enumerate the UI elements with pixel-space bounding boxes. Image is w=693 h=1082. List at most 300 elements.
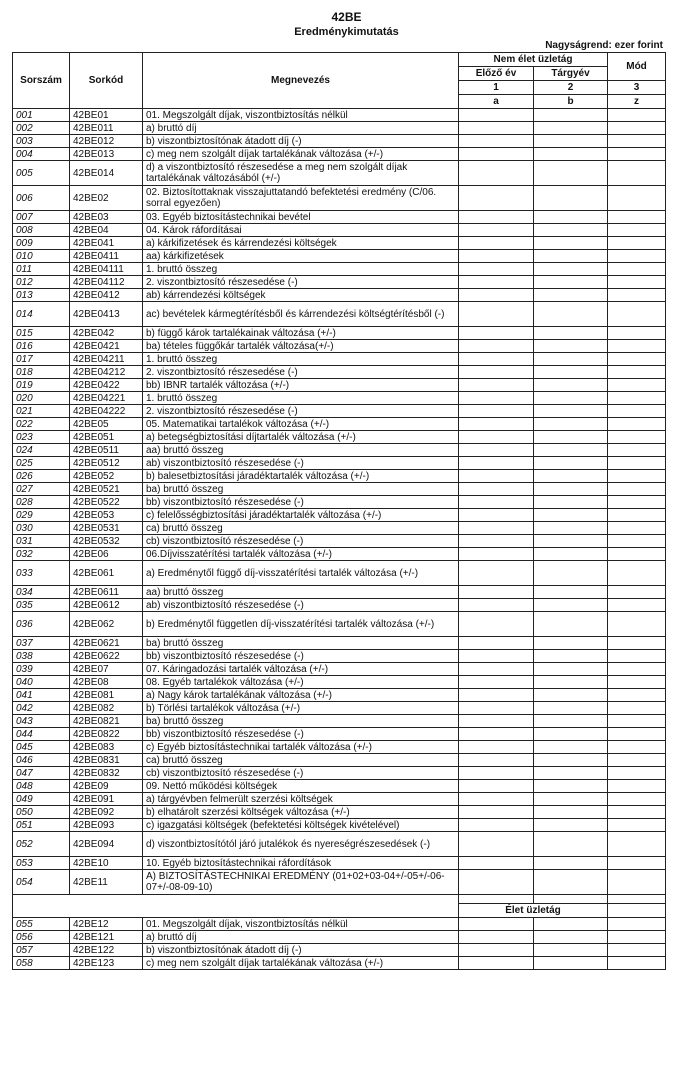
value-cell-mod [608,186,666,211]
row-sorkod: 42BE0612 [70,599,143,612]
value-cell-targyev [534,522,608,535]
value-cell-elozo-ev [459,109,534,122]
row-megnevezes: ba) bruttó összeg [143,715,459,728]
row-sorszam: 057 [13,944,70,957]
table-row [13,457,666,470]
col-header-sorkod: Sorkód [70,53,143,109]
row-megnevezes: 07. Káringadozási tartalék változása (+/-) [143,663,459,676]
row-sorkod: 42BE093 [70,819,143,832]
col-letter: a [459,95,534,109]
row-megnevezes: bb) viszontbiztosító részesedése (-) [143,728,459,741]
value-cell-targyev [534,599,608,612]
row-sorkod: 42BE062 [70,612,143,637]
row-sorkod: 42BE0822 [70,728,143,741]
row-megnevezes: b) függő károk tartalékainak változása (+/-) [143,327,459,340]
row-sorkod: 42BE0622 [70,650,143,663]
row-sorkod: 42BE0821 [70,715,143,728]
row-megnevezes: ab) viszontbiztosító részesedése (-) [143,599,459,612]
row-sorkod: 42BE11 [70,870,143,895]
table-row [13,444,666,457]
table-row [13,366,666,379]
value-cell-elozo-ev [459,276,534,289]
row-sorkod: 42BE123 [70,957,143,970]
row-megnevezes: 06.Díjvisszatérítési tartalék változása (+/-) [143,548,459,561]
table-row [13,392,666,405]
value-cell-mod [608,327,666,340]
value-cell-mod [608,148,666,161]
value-cell-targyev [534,793,608,806]
col-letter: z [608,95,666,109]
table-body-life [13,918,666,970]
value-cell-mod [608,263,666,276]
row-sorszam: 002 [13,122,70,135]
row-megnevezes: c) Egyéb biztosítástechnikai tartalék változása (+/-) [143,741,459,754]
row-megnevezes: bb) IBNR tartalék változása (+/-) [143,379,459,392]
row-sorkod: 42BE012 [70,135,143,148]
row-sorkod: 42BE12 [70,918,143,931]
row-megnevezes: ba) tételes függőkár tartalék változása(+/-) [143,340,459,353]
row-sorkod: 42BE013 [70,148,143,161]
row-sorkod: 42BE051 [70,431,143,444]
value-cell-targyev [534,418,608,431]
value-cell-mod [608,832,666,857]
value-cell-elozo-ev [459,522,534,535]
row-sorszam: 045 [13,741,70,754]
value-cell-targyev [534,161,608,186]
value-cell-mod [608,302,666,327]
row-sorkod: 42BE08 [70,676,143,689]
value-cell-elozo-ev [459,340,534,353]
row-megnevezes: ba) bruttó összeg [143,637,459,650]
table-row [13,715,666,728]
value-cell-targyev [534,470,608,483]
row-sorszam: 049 [13,793,70,806]
row-sorszam: 012 [13,276,70,289]
value-cell-mod [608,612,666,637]
row-megnevezes: a) betegségbiztosítási díjtartalék változása (+/-) [143,431,459,444]
row-megnevezes: a) Eredménytől függő díj-visszatérítési tartalék változása (+/-) [143,561,459,586]
value-cell-targyev [534,340,608,353]
row-megnevezes: 02. Biztosítottaknak visszajuttatandó befektetési eredmény (C/06. sorral egyezően) [143,186,459,211]
value-cell-mod [608,405,666,418]
table-row [13,944,666,957]
row-sorkod: 42BE04111 [70,263,143,276]
value-cell-elozo-ev [459,353,534,366]
table-row [13,522,666,535]
table-row [13,148,666,161]
value-cell-targyev [534,224,608,237]
form-title: Eredménykimutatás [294,26,399,38]
income-statement-table [12,52,666,970]
col-header-group: Nem élet üzletág [459,53,608,67]
table-row [13,957,666,970]
value-cell-elozo-ev [459,509,534,522]
value-cell-elozo-ev [459,819,534,832]
value-cell-targyev [534,457,608,470]
value-cell-targyev [534,109,608,122]
row-megnevezes: 04. Károk ráfordításai [143,224,459,237]
row-megnevezes: 10. Egyéb biztosítástechnikai ráfordítások [143,857,459,870]
value-cell-targyev [534,637,608,650]
row-sorkod: 42BE09 [70,780,143,793]
row-megnevezes: 2. viszontbiztosító részesedése (-) [143,405,459,418]
col-header-elozo-ev: Előző év [459,67,534,81]
table-row [13,405,666,418]
row-megnevezes: ba) bruttó összeg [143,483,459,496]
row-megnevezes: A) BIZTOSÍTÁSTECHNIKAI EREDMÉNY (01+02+03-04+/-05+/-06-07+/-08-09-10) [143,870,459,895]
value-cell-elozo-ev [459,302,534,327]
value-cell-targyev [534,832,608,857]
row-sorszam: 051 [13,819,70,832]
table-row [13,289,666,302]
row-sorkod: 42BE0532 [70,535,143,548]
row-sorszam: 027 [13,483,70,496]
row-megnevezes: b) viszontbiztosítónak átadott díj (-) [143,944,459,957]
col-header-megnevezes: Megnevezés [143,53,459,109]
row-sorszam: 014 [13,302,70,327]
value-cell-targyev [534,148,608,161]
value-cell-targyev [534,431,608,444]
col-header-sorszam: Sorszám [13,53,70,109]
value-cell-mod [608,806,666,819]
row-sorkod: 42BE094 [70,832,143,857]
row-sorszam: 032 [13,548,70,561]
row-megnevezes: b) Törlési tartalékok változása (+/-) [143,702,459,715]
value-cell-mod [608,522,666,535]
table-row [13,857,666,870]
table-row [13,702,666,715]
value-cell-mod [608,586,666,599]
table-row [13,793,666,806]
table-row [13,741,666,754]
value-cell-targyev [534,689,608,702]
row-sorkod: 42BE0511 [70,444,143,457]
value-cell-elozo-ev [459,135,534,148]
value-cell-mod [608,366,666,379]
table-row [13,379,666,392]
col-number: 3 [608,81,666,95]
value-cell-targyev [534,444,608,457]
value-cell-elozo-ev [459,754,534,767]
table-row [13,302,666,327]
value-cell-mod [608,340,666,353]
value-cell-mod [608,870,666,895]
value-cell-elozo-ev [459,767,534,780]
row-sorszam: 058 [13,957,70,970]
row-sorszam: 015 [13,327,70,340]
row-sorkod: 42BE04 [70,224,143,237]
row-megnevezes: aa) kárkifizetések [143,250,459,263]
row-megnevezes: a) bruttó díj [143,931,459,944]
value-cell-elozo-ev [459,702,534,715]
row-sorkod: 42BE04222 [70,405,143,418]
row-megnevezes: d) viszontbiztosítótól járó jutalékok és nyereségrészesedések (-) [143,832,459,857]
row-sorkod: 42BE121 [70,931,143,944]
value-cell-mod [608,548,666,561]
value-cell-targyev [534,780,608,793]
value-cell-targyev [534,250,608,263]
row-sorszam: 025 [13,457,70,470]
value-cell-mod [608,944,666,957]
value-cell-mod [608,741,666,754]
row-sorszam: 019 [13,379,70,392]
value-cell-mod [608,353,666,366]
row-sorkod: 42BE042 [70,327,143,340]
row-sorszam: 039 [13,663,70,676]
value-cell-elozo-ev [459,444,534,457]
row-megnevezes: 2. viszontbiztosító részesedése (-) [143,276,459,289]
value-cell-mod [608,392,666,405]
row-sorszam: 010 [13,250,70,263]
value-cell-targyev [534,186,608,211]
table-row [13,263,666,276]
row-sorkod: 42BE091 [70,793,143,806]
table-row [13,211,666,224]
table-row [13,780,666,793]
value-cell-mod [608,379,666,392]
table-body-nonlife [13,109,666,895]
table-row [13,161,666,186]
row-sorszam: 047 [13,767,70,780]
row-megnevezes: a) Nagy károk tartalékának változása (+/-) [143,689,459,702]
value-cell-elozo-ev [459,250,534,263]
value-cell-targyev [534,366,608,379]
value-cell-mod [608,418,666,431]
row-megnevezes: ac) bevételek kármegtérítésből és kárrendezési költségtérítésből (-) [143,302,459,327]
row-sorszam: 053 [13,857,70,870]
value-cell-mod [608,561,666,586]
value-cell-targyev [534,289,608,302]
value-cell-targyev [534,392,608,405]
row-megnevezes: b) Eredménytől független díj-visszatérítési tartalék változása (+/-) [143,612,459,637]
table-row [13,728,666,741]
value-cell-elozo-ev [459,586,534,599]
table-row [13,470,666,483]
value-cell-elozo-ev [459,122,534,135]
col-header-targyev: Tárgyév [534,67,608,81]
row-sorkod: 42BE04212 [70,366,143,379]
row-megnevezes: cb) viszontbiztosító részesedése (-) [143,767,459,780]
col-number: 2 [534,81,608,95]
value-cell-targyev [534,535,608,548]
row-sorkod: 42BE041 [70,237,143,250]
value-cell-targyev [534,741,608,754]
value-cell-targyev [534,857,608,870]
table-row [13,340,666,353]
row-megnevezes: 1. bruttó összeg [143,353,459,366]
row-sorkod: 42BE0512 [70,457,143,470]
value-cell-targyev [534,353,608,366]
row-sorkod: 42BE083 [70,741,143,754]
row-megnevezes: aa) bruttó összeg [143,586,459,599]
row-sorkod: 42BE0621 [70,637,143,650]
table-row [13,224,666,237]
row-sorkod: 42BE0831 [70,754,143,767]
row-sorszam: 009 [13,237,70,250]
value-cell-mod [608,754,666,767]
value-cell-elozo-ev [459,431,534,444]
row-sorkod: 42BE014 [70,161,143,186]
value-cell-elozo-ev [459,612,534,637]
value-cell-elozo-ev [459,457,534,470]
row-sorszam: 016 [13,340,70,353]
row-sorkod: 42BE052 [70,470,143,483]
value-cell-elozo-ev [459,944,534,957]
row-sorszam: 052 [13,832,70,857]
row-sorszam: 029 [13,509,70,522]
table-row [13,548,666,561]
value-cell-targyev [534,379,608,392]
row-megnevezes: d) a viszontbiztosító részesedése a meg nem szolgált díjak tartalékának változásából (+/-) [143,161,459,186]
row-sorszam: 038 [13,650,70,663]
table-row [13,832,666,857]
row-megnevezes: 1. bruttó összeg [143,392,459,405]
value-cell-elozo-ev [459,715,534,728]
value-cell-elozo-ev [459,806,534,819]
row-sorkod: 42BE0413 [70,302,143,327]
value-cell-elozo-ev [459,392,534,405]
value-cell-elozo-ev [459,366,534,379]
table-row [13,418,666,431]
value-cell-mod [608,224,666,237]
value-cell-mod [608,211,666,224]
row-sorszam: 020 [13,392,70,405]
value-cell-mod [608,237,666,250]
row-sorszam: 034 [13,586,70,599]
row-sorszam: 005 [13,161,70,186]
value-cell-elozo-ev [459,405,534,418]
value-cell-elozo-ev [459,793,534,806]
value-cell-targyev [534,135,608,148]
row-megnevezes: b) viszontbiztosítónak átadott díj (-) [143,135,459,148]
table-row [13,496,666,509]
value-cell-elozo-ev [459,161,534,186]
row-sorszam: 003 [13,135,70,148]
value-cell-mod [608,793,666,806]
row-sorszam: 013 [13,289,70,302]
value-cell-targyev [534,327,608,340]
row-megnevezes: c) meg nem szolgált díjak tartalékának változása (+/-) [143,957,459,970]
value-cell-mod [608,509,666,522]
row-sorszam: 037 [13,637,70,650]
value-cell-targyev [534,612,608,637]
row-megnevezes: 09. Nettó működési költségek [143,780,459,793]
row-megnevezes: 2. viszontbiztosító részesedése (-) [143,366,459,379]
row-sorszam: 026 [13,470,70,483]
value-cell-mod [608,676,666,689]
row-sorszam: 018 [13,366,70,379]
row-sorkod: 42BE0422 [70,379,143,392]
value-cell-mod [608,857,666,870]
row-sorkod: 42BE0611 [70,586,143,599]
table-row [13,767,666,780]
value-cell-mod [608,122,666,135]
row-megnevezes: cb) viszontbiztosító részesedése (-) [143,535,459,548]
row-sorkod: 42BE04221 [70,392,143,405]
value-cell-targyev [534,405,608,418]
row-sorszam: 030 [13,522,70,535]
row-megnevezes: ca) bruttó összeg [143,522,459,535]
row-sorkod: 42BE01 [70,109,143,122]
value-cell-elozo-ev [459,483,534,496]
table-row [13,483,666,496]
table-row [13,122,666,135]
table-row [13,237,666,250]
value-cell-targyev [534,302,608,327]
value-cell-mod [608,957,666,970]
value-cell-mod [608,689,666,702]
row-sorkod: 42BE061 [70,561,143,586]
table-row [13,535,666,548]
value-cell-targyev [534,870,608,895]
row-megnevezes: a) tárgyévben felmerült szerzési költségek [143,793,459,806]
row-sorszam: 055 [13,918,70,931]
row-megnevezes: ab) kárrendezési költségek [143,289,459,302]
table-row [13,676,666,689]
value-cell-mod [608,715,666,728]
table-row [13,650,666,663]
row-megnevezes: b) balesetbiztosítási járadéktartalék változása (+/-) [143,470,459,483]
row-megnevezes: ca) bruttó összeg [143,754,459,767]
value-cell-elozo-ev [459,418,534,431]
section-separator [13,895,666,918]
row-sorszam: 023 [13,431,70,444]
value-cell-elozo-ev [459,689,534,702]
value-cell-elozo-ev [459,918,534,931]
row-megnevezes: 05. Matematikai tartalékok változása (+/-) [143,418,459,431]
row-sorszam: 043 [13,715,70,728]
value-cell-targyev [534,586,608,599]
value-cell-targyev [534,944,608,957]
value-cell-mod [608,599,666,612]
table-row [13,599,666,612]
value-cell-mod [608,663,666,676]
value-cell-elozo-ev [459,676,534,689]
unit-note: Nagyságrend: ezer forint [545,40,663,51]
value-cell-mod [608,289,666,302]
value-cell-targyev [534,483,608,496]
value-cell-targyev [534,715,608,728]
row-megnevezes: ab) viszontbiztosító részesedése (-) [143,457,459,470]
value-cell-targyev [534,650,608,663]
value-cell-mod [608,444,666,457]
value-cell-elozo-ev [459,289,534,302]
row-sorszam: 033 [13,561,70,586]
row-sorkod: 42BE0522 [70,496,143,509]
row-sorszam: 008 [13,224,70,237]
row-sorszam: 028 [13,496,70,509]
row-megnevezes: 01. Megszolgált díjak, viszontbiztosítás nélkül [143,918,459,931]
value-cell-targyev [534,663,608,676]
value-cell-elozo-ev [459,211,534,224]
table-row [13,612,666,637]
col-header-mod: Mód [608,53,666,81]
row-sorszam: 054 [13,870,70,895]
table-row [13,276,666,289]
value-cell-elozo-ev [459,237,534,250]
row-sorszam: 035 [13,599,70,612]
table-row [13,431,666,444]
row-sorszam: 017 [13,353,70,366]
row-sorszam: 040 [13,676,70,689]
value-cell-elozo-ev [459,548,534,561]
value-cell-mod [608,431,666,444]
table-row [13,870,666,895]
table-row [13,806,666,819]
row-sorkod: 42BE05 [70,418,143,431]
table-row [13,327,666,340]
row-sorkod: 42BE06 [70,548,143,561]
